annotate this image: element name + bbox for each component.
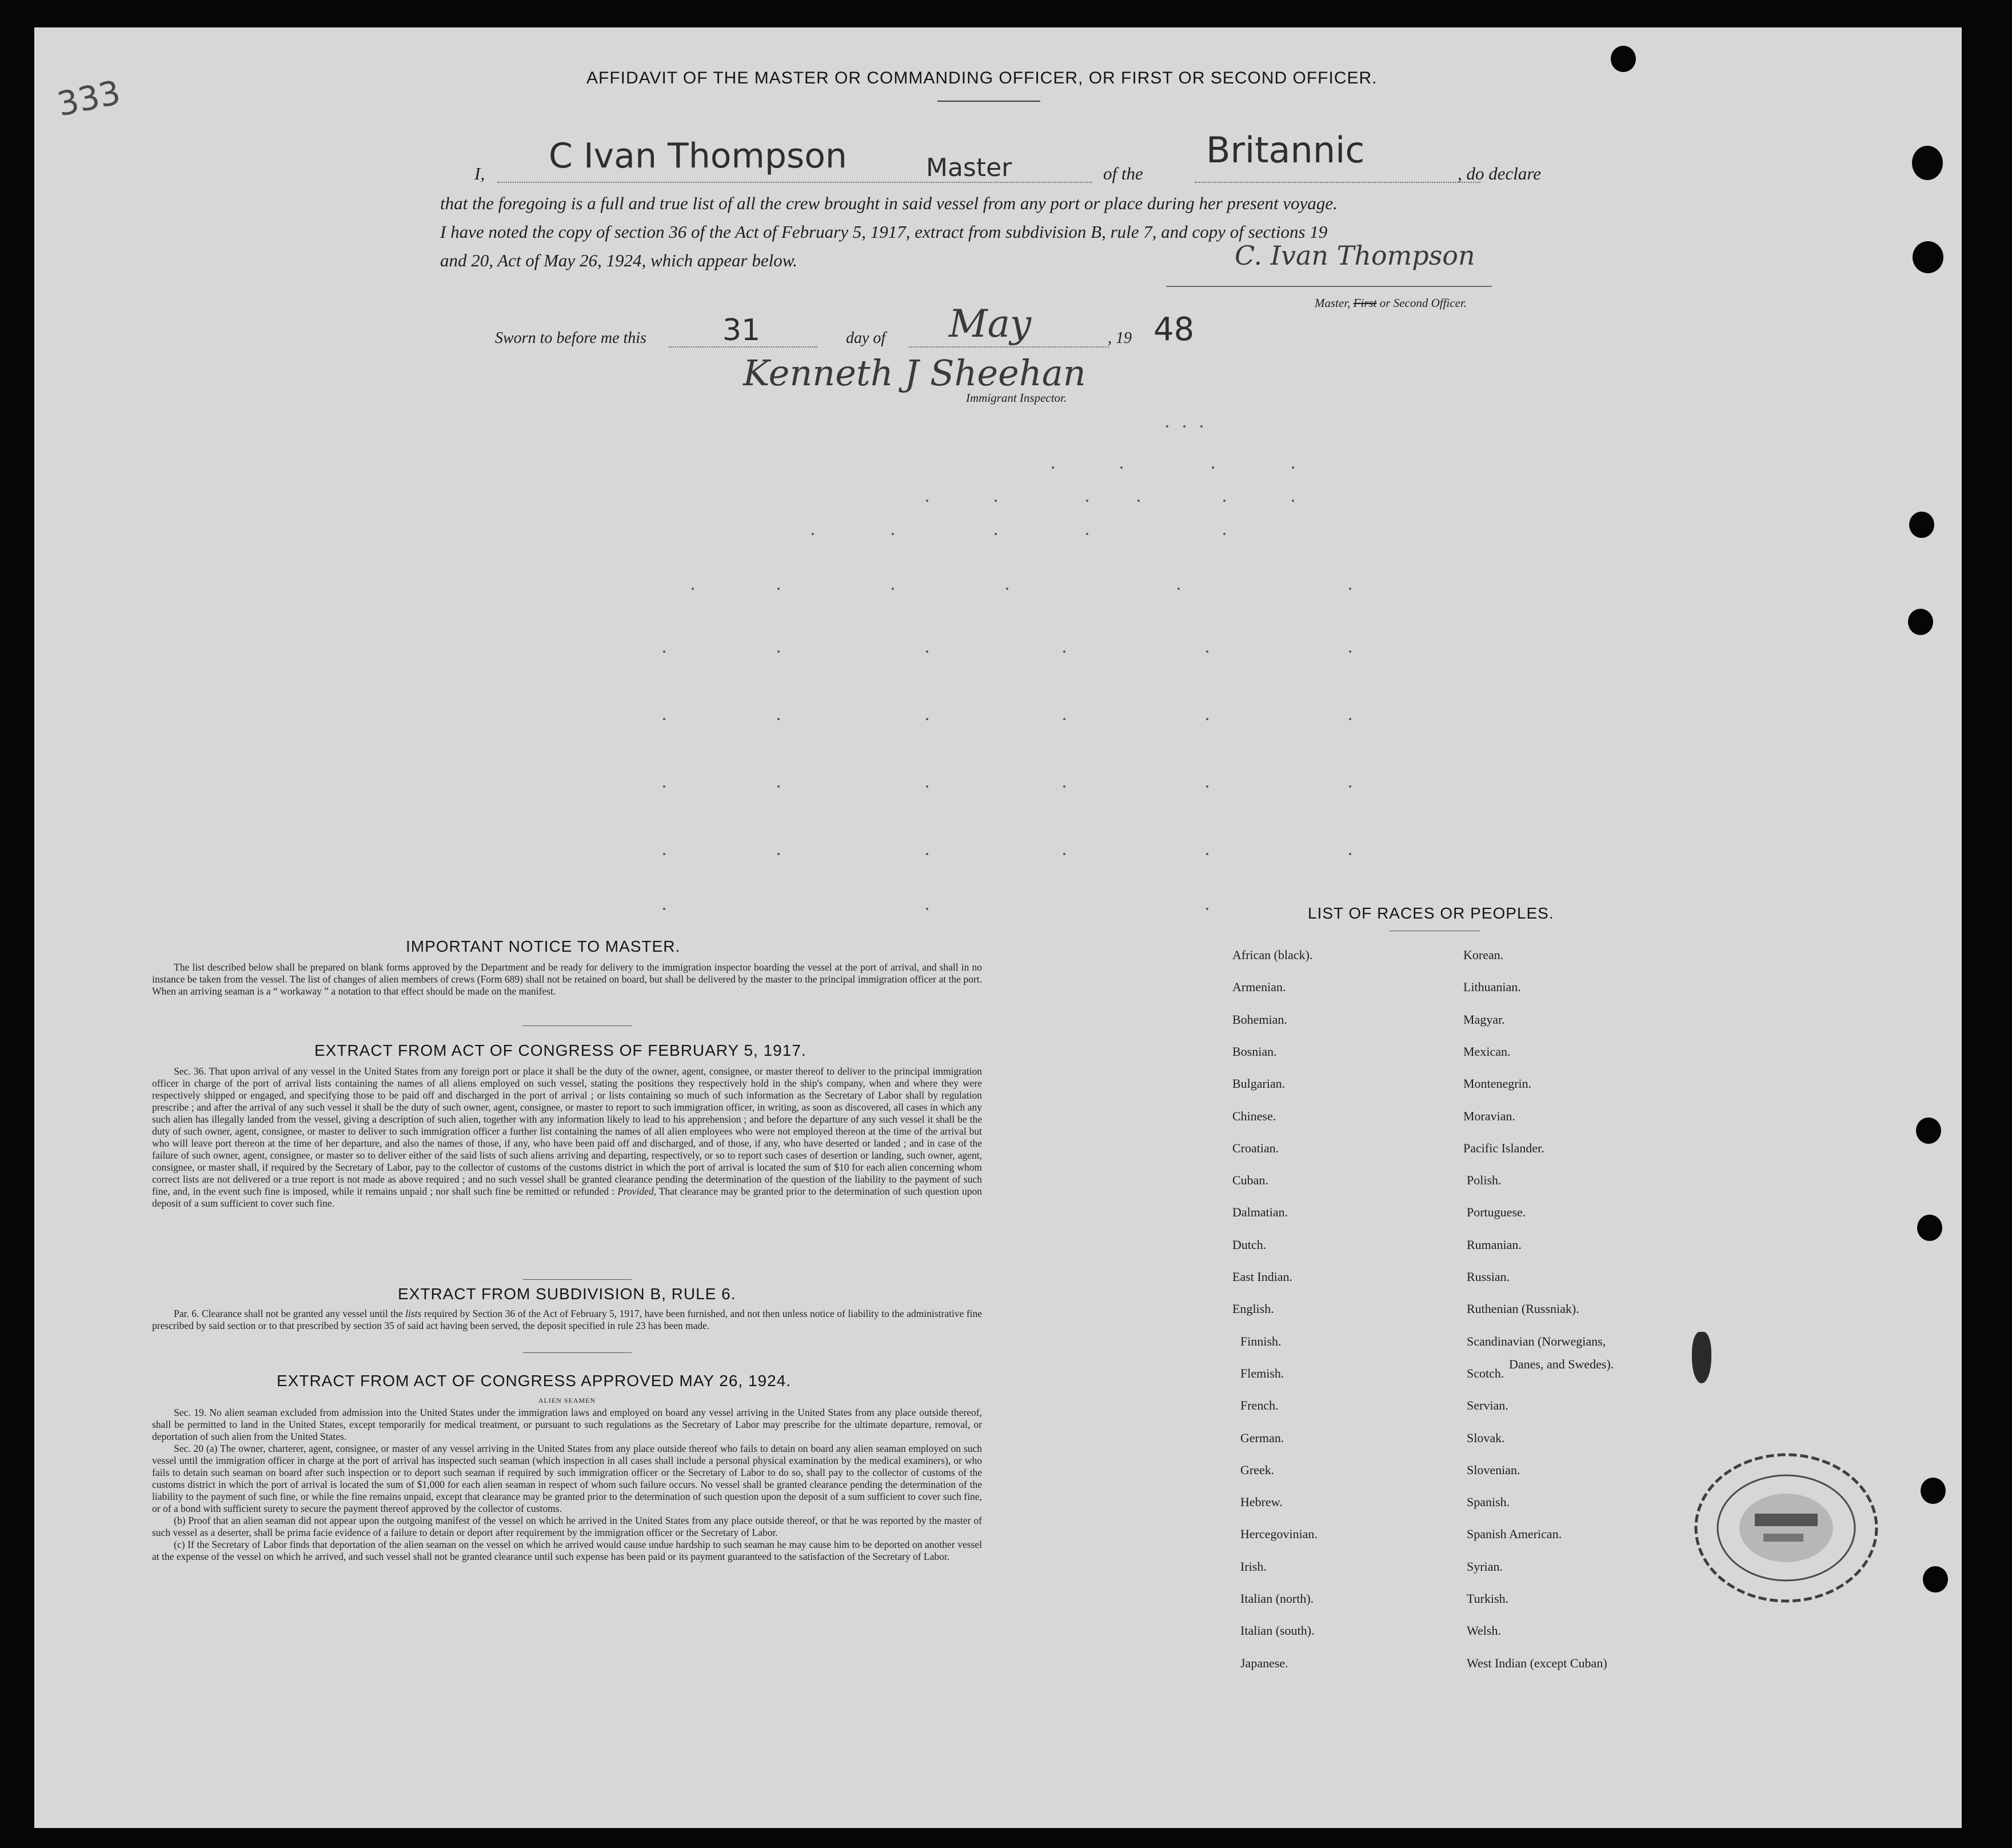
sworn-prefix: Sworn to before me this (495, 329, 646, 347)
races-title: LIST OF RACES OR PEOPLES. (1308, 904, 1554, 922)
binder-hole (1913, 241, 1943, 273)
binder-hole (1908, 609, 1933, 635)
race-item: Irish. (1240, 1559, 1267, 1574)
race-item: French. (1240, 1398, 1279, 1412)
race-item: Croatian. (1232, 1141, 1279, 1155)
race-item: East Indian. (1232, 1270, 1293, 1284)
race-item: Spanish American. (1467, 1527, 1562, 1541)
race-item: Rumanian. (1467, 1238, 1522, 1252)
signature-label: Master, First or Second Officer. (1315, 296, 1467, 310)
race-item: Hercegovinian. (1240, 1527, 1318, 1541)
race-item: Slovak. (1467, 1431, 1505, 1445)
race-item: Mexican. (1463, 1044, 1511, 1059)
race-item: Korean. (1463, 948, 1504, 962)
do-declare-text: , do declare (1458, 163, 1542, 183)
race-item: Dutch. (1232, 1238, 1267, 1252)
race-item: Italian (south). (1240, 1623, 1315, 1638)
day-underline (669, 346, 817, 348)
race-item: Montenegrin. (1463, 1076, 1532, 1091)
extract-1917-title: EXTRACT FROM ACT OF CONGRESS OF FEBRUARY 5, 1917. (314, 1041, 807, 1059)
inspector-signature: Kenneth J Sheehan (743, 352, 1086, 394)
race-item-continuation: Danes, and Swedes). (1509, 1357, 1614, 1371)
race-item: West Indian (except Cuban) (1467, 1656, 1607, 1670)
race-item: Turkish. (1467, 1591, 1509, 1606)
race-item: Polish. (1467, 1173, 1502, 1187)
race-item: Flemish. (1240, 1366, 1284, 1380)
race-item: Scandinavian (Norwegians, (1467, 1334, 1606, 1348)
of-the-text: of the (1103, 163, 1143, 183)
declaration-prefix: I, (474, 163, 485, 183)
declaration-line-3: I have noted the copy of section 36 of the Act of February 5, 1917, extract from subdivision B, rule 7, and copy of sections 19 (440, 222, 1328, 242)
race-item: Servian. (1467, 1398, 1508, 1412)
sec-20a: Sec. 20 (a) The owner, charterer, agent, consignee, or master of any vessel arriving in the United States from any place outside thereof who fails to detain on board any alien seaman employed on such vessel until the immigration officer in charge at the port of arrival has inspected such seaman (which inspection in all cases shall include a personal physical examination by the medical examiners), or who fails to detain such seaman on board after such inspection or to deport such seaman if required by such immigration officer or the Secretary of Labor to do so, shall pay to the collector of customs of the customs district in which the port of arrival is located the sum of $1,000 for each alien seaman in respect of whom such failure occurs. No vessel shall be granted clearance pending the determination of the liability to the payment of such fine, or while the fine remains unpaid, except that clearance may be granted prior to the determination of such question upon the deposit of a sum sufficient to cover such fine, or of a bond with sufficient surety to secure the payment thereof approved by the collector of customs. (152, 1443, 982, 1514)
race-item: Ruthenian (Russniak). (1467, 1302, 1579, 1316)
race-item: African (black). (1232, 948, 1313, 962)
race-item: Greek. (1240, 1463, 1275, 1477)
binder-hole (1923, 1566, 1948, 1592)
separator-1 (523, 1025, 632, 1026)
race-item: Magyar. (1463, 1012, 1505, 1027)
inspection-stamp (1692, 1451, 1881, 1605)
alien-seamen-subtitle: ALIEN SEAMEN (538, 1396, 596, 1404)
race-item: Welsh. (1467, 1623, 1501, 1638)
race-item: English. (1232, 1302, 1274, 1316)
race-item: German. (1240, 1431, 1284, 1445)
separator-2 (523, 1279, 632, 1280)
extract-1924-title: EXTRACT FROM ACT OF CONGRESS APPROVED MAY 26, 1924. (277, 1372, 792, 1390)
master-rank: Master (926, 153, 1012, 182)
declaration-line-4: and 20, Act of May 26, 1924, which appear below. (440, 250, 797, 270)
race-item: Bulgarian. (1232, 1076, 1286, 1091)
notice-text: The list described below shall be prepared on blank forms approved by the Department and be ready for delivery to the immigration inspector boarding the vessel at the port of arrival, and shall in no instance be taken from the vessel. The list of changes of alien members of crews (Form 689) shall not be retained on board, but shall be delivered by the master to the principal immigration officer at the port. When an arriving seaman is a “ workaway ” a notation to that effect should be made on the manifest. (152, 961, 982, 997)
sec-20b: (b) Proof that an alien seaman did not appear upon the outgoing manifest of the vessel on which he arrived in the United States from any place outside thereof, or that he was reported by the master of such vessel as a deserter, shall be prima facie evidence of a failure to detain or deport after requirement by the immigration officer or the Secretary of Labor. (152, 1515, 982, 1538)
race-item: Pacific Islander. (1463, 1141, 1544, 1155)
sworn-year-prefix: , 19 (1108, 329, 1132, 347)
binder-hole (1917, 1215, 1942, 1241)
binder-hole (1909, 512, 1934, 538)
ink-blot (1692, 1332, 1711, 1383)
extract-rule6-text: Par. 6. Clearance shall not be granted any vessel until the lists required by Section 36 of the Act of February 5, 1917, have been furnished, and not then unless notice of liability to the administrative fine prescribed by said section or to that prescribed by section 35 of said act having been served, the deposit specified in rule 23 has been made. (152, 1308, 983, 1331)
affidavit-title: AFFIDAVIT OF THE MASTER OR COMMANDING OFFICER, OR FIRST OR SECOND OFFICER. (586, 69, 1378, 87)
vessel-underline (1195, 182, 1480, 183)
race-item: Russian. (1467, 1270, 1510, 1284)
master-signature: C. Ivan Thompson (1235, 240, 1475, 271)
master-name: C Ivan Thompson (549, 136, 847, 176)
page-number: 333 (54, 73, 124, 124)
sworn-day: 31 (722, 313, 761, 348)
vessel-name: Britannic (1206, 129, 1365, 171)
extract-rule6-title: EXTRACT FROM SUBDIVISION B, RULE 6. (398, 1285, 736, 1303)
race-item: Chinese. (1232, 1109, 1276, 1123)
binder-hole (1912, 146, 1943, 180)
sworn-day-of: day of (846, 329, 886, 347)
sec-19: Sec. 19. No alien seaman excluded from admission into the United States under the immigration laws and employed on board any vessel arriving in the United States from any place outside thereof, shall be permitted to land in the United States, except temporarily for medical treatment, or pursuant to such regulations as the Secretary of Labor may prescribe for the ultimate departure, removal, or deportation of such alien from the United States. (152, 1407, 982, 1442)
declaration-line-2: that the foregoing is a full and true list of all the crew brought in said vessel from any port or place during her present voyage. (440, 193, 1338, 213)
race-item: Hebrew. (1240, 1495, 1283, 1509)
title-underline (937, 101, 1040, 102)
race-item: Dalmatian. (1232, 1205, 1288, 1219)
sworn-year: 48 (1153, 311, 1195, 348)
race-item: Bohemian. (1232, 1012, 1287, 1027)
document-page (34, 27, 1962, 1828)
inspector-label: Immigrant Inspector. (966, 391, 1067, 405)
race-item: Portuguese. (1467, 1205, 1526, 1219)
race-item: Italian (north). (1240, 1591, 1314, 1606)
notice-title: IMPORTANT NOTICE TO MASTER. (406, 937, 681, 955)
race-item: Finnish. (1240, 1334, 1282, 1348)
sworn-month: May (949, 302, 1032, 346)
extract-1917-text: Sec. 36. That upon arrival of any vessel in the United States from any foreign port or place it shall be the duty of the owner, agent, consignee, or master thereof to deliver to the principal immigration officer in charge of the port of arrival lists containing the names of all aliens employed on such vessel, stating the positions they respectively hold in the ship's company, when and where they were respectively shipped or engaged, and specifying those to be paid off and discharged in the port of arrival ; or lists containing so much of such information as the Secretary of Labor shall by regulation prescribe ; and after the arrival of any such vessel it shall be the duty of such owner, agent, consignee, or master to report to such immigration officer, in writing, as soon as discovered, all cases in which any such alien has illegally landed from the vessel, giving a description of such alien, together with any information likely to lead to his apprehension ; and before the departure of any such vessel it shall be the duty of such owner, agent, consignee, or master to deliver to such immigration officer a further list containing the names of all alien employees who were not employed thereon at the time of the arrival but who will leave port thereon at the time of her departure, and also the names of those, if any, who have been paid off and discharged, and of those, if any, who have deserted or landed ; and in case of the failure of such owner, agent, consignee, or master so to deliver either of the said lists of such aliens arriving and departing, respectively, or so to report such cases of desertion or landing, such owner, agent, consignee, or master shall, if required by the Secretary of Labor, pay to the collector of customs of the customs district in which the port of arrival is located the sum of $10 for each alien concerning whom correct lists are not delivered or a true report is not made as above required ; and no such vessel shall be granted clearance pending the determination of the question of the liability to the payment of such fine, and, in the event such fine is imposed, while it remains unpaid ; nor shall such fine be remitted or refunded : Provided, That clearance may be granted prior to the determination of such question upon deposit of a sum sufficient to cover such fine. (152, 1065, 982, 1209)
race-item: Lithuanian. (1463, 980, 1521, 994)
race-item: Japanese. (1240, 1656, 1288, 1670)
race-item: Armenian. (1232, 980, 1286, 994)
binder-hole (1921, 1478, 1946, 1504)
month-underline (909, 346, 1109, 348)
sec-20c: (c) If the Secretary of Labor finds that deportation of the alien seaman on the vessel on which he arrived would cause undue hardship to such seaman he may cause him to be deported on another vessel at the expense of the vessel on which he arrived, and such vessel shall not be granted clearance until such expense has been paid or its payment guaranteed to the satisfaction of the Secretary of Labor. (152, 1539, 982, 1562)
race-item: Bosnian. (1232, 1044, 1277, 1059)
race-item: Slovenian. (1467, 1463, 1520, 1477)
extract-1924-text (152, 1395, 982, 1563)
race-item: Scotch. (1467, 1366, 1504, 1380)
binder-hole (1611, 46, 1636, 72)
race-item: Spanish. (1467, 1495, 1510, 1509)
race-item: Syrian. (1467, 1559, 1503, 1574)
signature-line (1166, 286, 1492, 287)
race-item: Cuban. (1232, 1173, 1268, 1187)
separator-3 (523, 1352, 632, 1353)
binder-hole (1916, 1117, 1941, 1144)
race-item: Moravian. (1463, 1109, 1516, 1123)
